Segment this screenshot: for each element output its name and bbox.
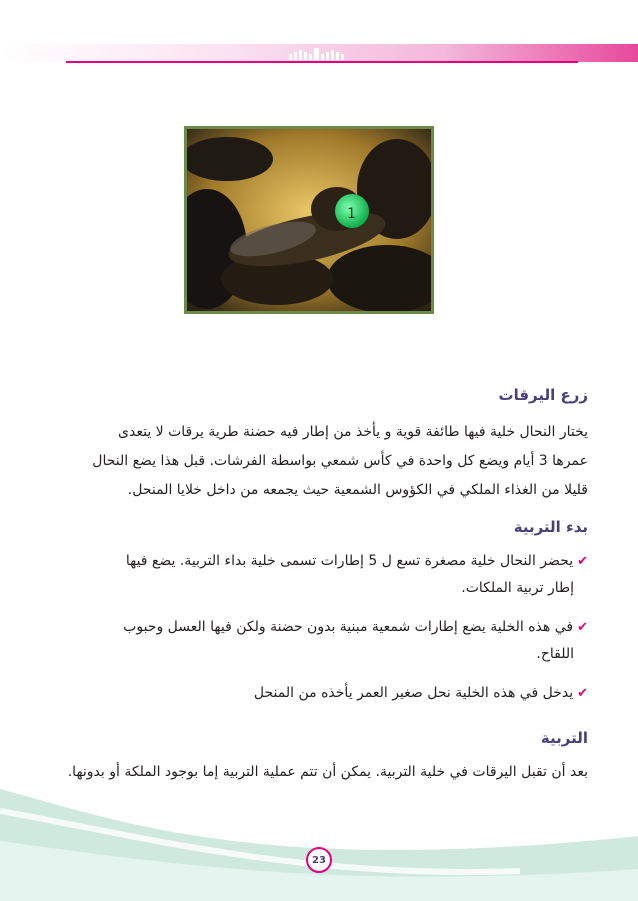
- header-rule: [66, 61, 578, 63]
- paragraph-line: عمرها 3 أيام ويضع كل واحدة في كأس شمعي بواسطة الفرشات. قبل هذا يضع النحال: [92, 453, 588, 469]
- list-item-text: يدخل في هذه الخلية نحل صغير العمر يأخذه من المنحل: [253, 685, 574, 701]
- checkmark-icon: ✔: [577, 620, 588, 635]
- paragraph-line: بعد أن تقبل اليرقات في خلية التربية. يمكن أن تتم عملية التربية إما بوجود الملكة أو بدونها.: [67, 764, 588, 780]
- list-item-text: إطار تربية الملكات.: [461, 580, 574, 596]
- list-item-text: في هذه الخلية يضع إطارات شمعية مبنية بدون حضنة ولكن فيها العسل وحبوب: [123, 619, 574, 635]
- section-title-larva-grafting: زرع اليرقات: [498, 386, 588, 404]
- section-title-start-rearing: بدء التربية: [513, 518, 588, 536]
- list-item: [50, 548, 588, 602]
- queen-bee-illustration: [187, 129, 431, 311]
- queen-marker-label: 1: [347, 206, 356, 222]
- header-ornament-icon: [276, 46, 356, 60]
- list-item-text: اللقاح.: [536, 646, 574, 662]
- paragraph-larva-grafting: [50, 418, 588, 505]
- footer-wave-decoration: [0, 781, 638, 901]
- list-item: [50, 614, 588, 668]
- queen-bee-photo: [184, 126, 434, 314]
- checkmark-icon: ✔: [577, 686, 588, 701]
- page-number: 23: [306, 847, 332, 873]
- list-item: [50, 680, 588, 707]
- list-item-text: يحضر النحال خلية مصغرة تسع ل 5 إطارات تسمى خلية بداء التربية. يضع فيها: [125, 553, 574, 569]
- section-title-rearing: التربية: [540, 729, 588, 747]
- paragraph-line: قليلا من الغذاء الملكي في الكؤوس الشمعية حيث يجمعه من داخل خلايا المنحل.: [127, 482, 588, 498]
- checkmark-icon: ✔: [577, 554, 588, 569]
- paragraph-line: يختار النحال خلية فيها طائفة قوية و يأخذ من إطار فيه حضنة طرية يرقات لا يتعدى: [118, 424, 588, 440]
